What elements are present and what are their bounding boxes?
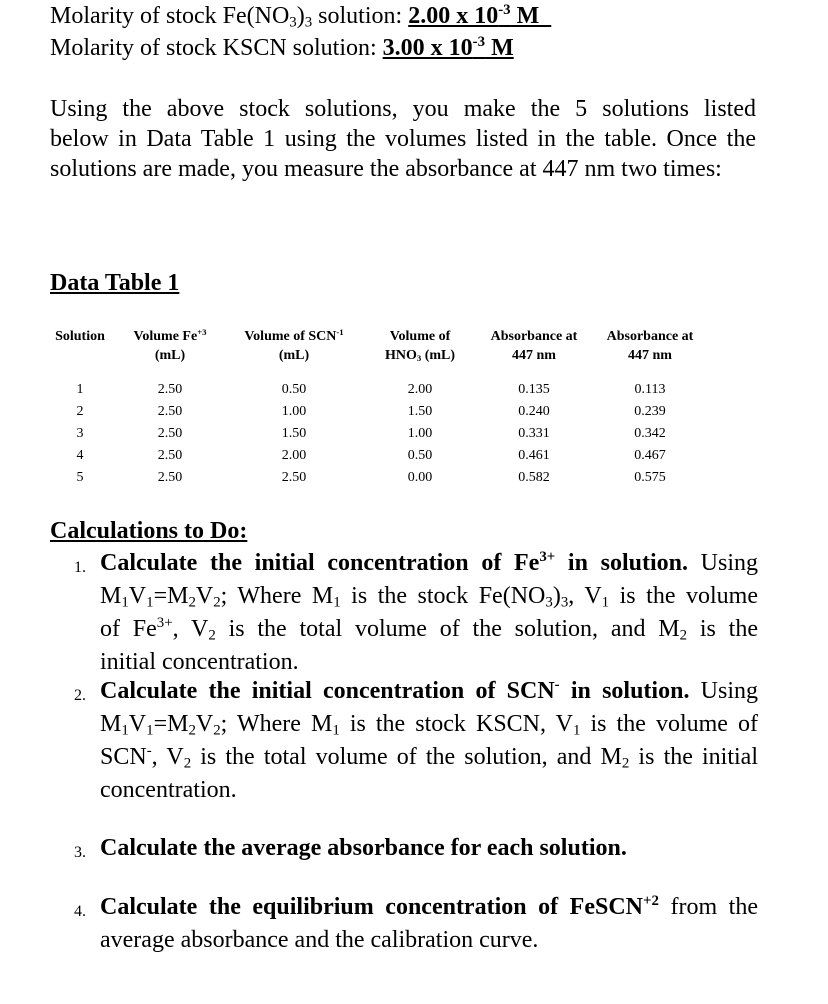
table-row: 2 2.50 1.00 1.50 0.240 0.239 <box>76 404 666 419</box>
calc-item-1: 1. Calculate the initial concentration of $Fe^{3+}$ in solution. Using $M_1V_1=M_2V_2$; Where $M_1$ is the stock $Fe(NO_3)_3$, $V_1$ is the volume of $Fe^{3+}$, $V_2$ is the total volume of the solution, and $M_2$ is the initial concentration. <box>74 549 758 675</box>
col-header-volume-scn: Volume of $SCN^{-1}$ (mL) <box>244 326 344 363</box>
col-header-volume-hno3: Volume of $HNO_3$ (mL) <box>384 329 456 364</box>
intro-paragraph: Using the above stock solutions, you make the 5 solutions listed below in Data Table 1 using the volumes listed in the table. Once the solutions are made, you measure the absorbance at 447 nm two times: <box>50 96 756 182</box>
calc-item-2: 2. Calculate the initial concentration of SCN- in solution. Using $M_1V_1=M_2V_2$; Where $M_1$ is the stock KSCN, $V_1$ is the volume of SCN-, $V_2$ is the total volume of the solution, and $M_2$ is the initial concentration. <box>74 677 759 803</box>
kscn-stock-molarity-line: Molarity of stock KSCN solution: 3.00 x $10^{-3}$ M <box>50 34 514 61</box>
table-header-row <box>44 327 708 365</box>
table-row: 1 2.50 0.50 2.00 0.135 0.113 <box>76 382 666 397</box>
col-header-solution: Solution <box>55 329 105 344</box>
table-row: 3 2.50 1.50 1.00 0.331 0.342 <box>76 426 666 441</box>
col-header-absorbance-2: Absorbance at 447 nm <box>606 329 694 363</box>
col-header-absorbance-1: Absorbance at 447 nm <box>490 329 578 363</box>
table-row: 4 2.50 2.00 0.50 0.461 0.467 <box>76 448 666 463</box>
calc-item-4: 4. Calculate the equilibrium concentration of FeSCN$^{+2}$ from the average absorbance and the calibration curve. <box>74 893 758 953</box>
fe-stock-molarity-line: Molarity of stock $Fe(NO_3)_3$ solution: 2.00 x $10^{-3}$ M <box>50 2 552 31</box>
data-table-title: Data Table 1 <box>50 270 180 296</box>
calc-item-3: 3. Calculate the average absorbance for each solution. <box>74 835 627 861</box>
table-row: 5 2.50 2.50 0.00 0.582 0.575 <box>76 470 666 485</box>
data-table-1 <box>44 327 708 489</box>
kscn-stock-molarity-value: 3.00 x $10^{-3}$ M <box>382 34 514 61</box>
calculations-title: Calculations to Do: <box>50 518 248 544</box>
fe-stock-molarity-value: 2.00 x $10^{-3}$ M <box>408 2 552 29</box>
col-header-volume-fe: Volume $Fe^{+3}$ (mL) <box>133 326 207 363</box>
